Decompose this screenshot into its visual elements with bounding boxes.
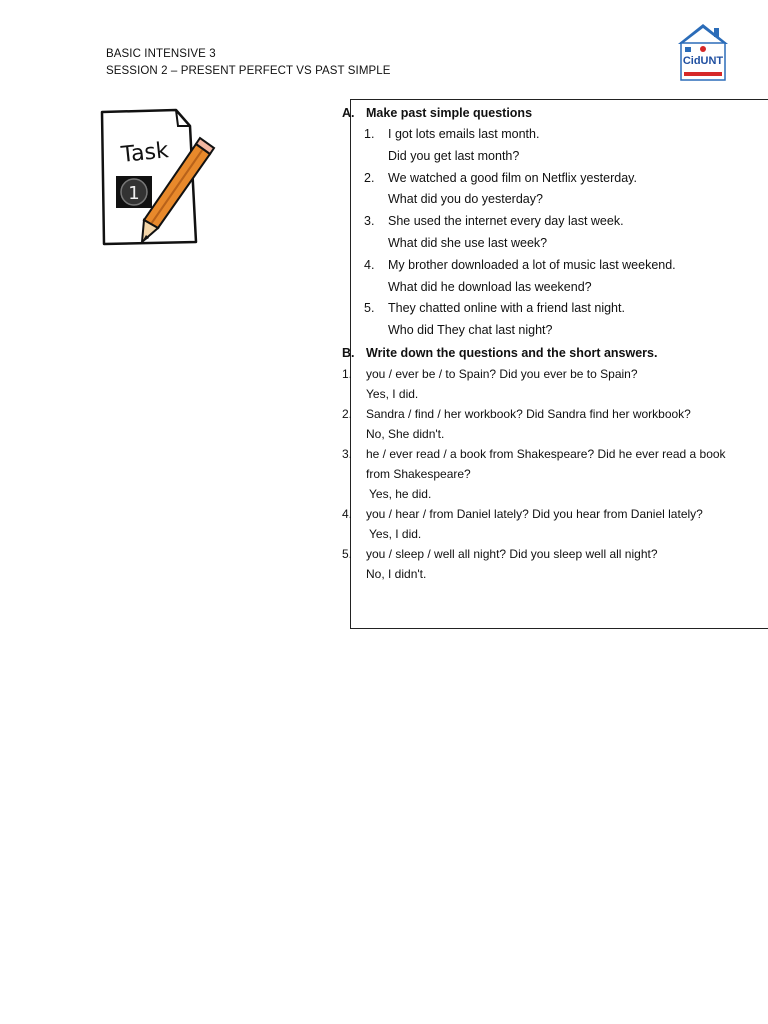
list-item: 2. We watched a good film on Netflix yesterday. What did you do yesterday? [342,168,768,212]
task-label: Task [120,138,170,168]
question-line: you / sleep / well all night? Did you sleep well all night? [366,546,658,561]
question-text: Who did They chat last night? [388,323,553,338]
list-item: 3. he / ever read / a book from Shakespeare? Did he ever read a book from Shakespeare? Yes, he did. [342,444,768,504]
section-b-title: B. Write down the questions and the short answers. [342,345,658,360]
document-header [106,46,391,80]
list-item: 5. you / sleep / well all night? Did you sleep well all night? No, I didn't. [342,544,768,584]
session-title: SESSION 2 – PRESENT PERFECT VS PAST SIMPLE [106,65,391,77]
list-item: 4. My brother downloaded a lot of music last weekend. What did he download las weekend? [342,255,768,299]
section-a-list [342,124,768,342]
question-text: What did he download las weekend? [388,279,592,294]
list-item: 4. you / hear / from Daniel lately? Did you hear from Daniel lately? Yes, I did. [342,504,768,544]
course-title: BASIC INTENSIVE 3 [106,48,216,60]
question-line: you / hear / from Daniel lately? Did you hear from Daniel lately? [366,506,703,521]
list-item: 5. They chatted online with a friend last night. Who did They chat last night? [342,298,768,342]
cidunt-logo [674,22,732,82]
task-pencil-illustration [96,104,220,250]
question-text: Did you get last month? [388,148,520,163]
section-b-list [342,364,768,584]
statement-text: She used the internet every day last week. [388,214,624,229]
question-line: from Shakespeare? [366,466,471,481]
section-a-title: A. Make past simple questions [342,106,533,120]
list-item: 3. She used the internet every day last week. What did she use last week? [342,211,768,255]
question-text: What did she use last week? [388,235,548,250]
list-item: 1. you / ever be / to Spain? Did you ever be to Spain? Yes, I did. [342,364,768,404]
task-number: 1 [128,183,140,204]
question-line: he / ever read / a book from Shakespeare? Did he ever read a book [366,446,726,461]
short-answer: No, I didn't. [366,566,427,581]
statement-text: They chatted online with a friend last night. [388,301,625,316]
statement-text: I got lots emails last month. [388,127,540,141]
question-text: What did you do yesterday? [388,192,543,207]
statement-text: My brother downloaded a lot of music last weekend. [388,257,676,272]
logo-text: CidUNT [682,55,724,67]
statement-text: We watched a good film on Netflix yesterday. [388,170,637,185]
exercise-content [342,102,768,584]
short-answer: No, She didn't. [366,426,445,441]
short-answer: Yes, I did. [369,526,422,541]
question-line: Sandra / find / her workbook? Did Sandra find her workbook? [366,406,691,421]
list-item: 2. Sandra / find / her workbook? Did Sandra find her workbook? No, She didn't. [342,404,768,444]
question-line: you / ever be / to Spain? Did you ever be to Spain? [366,366,638,381]
short-answer: Yes, I did. [366,386,419,401]
short-answer: Yes, he did. [369,486,432,501]
list-item: 1. I got lots emails last month. Did you get last month? [342,124,768,168]
